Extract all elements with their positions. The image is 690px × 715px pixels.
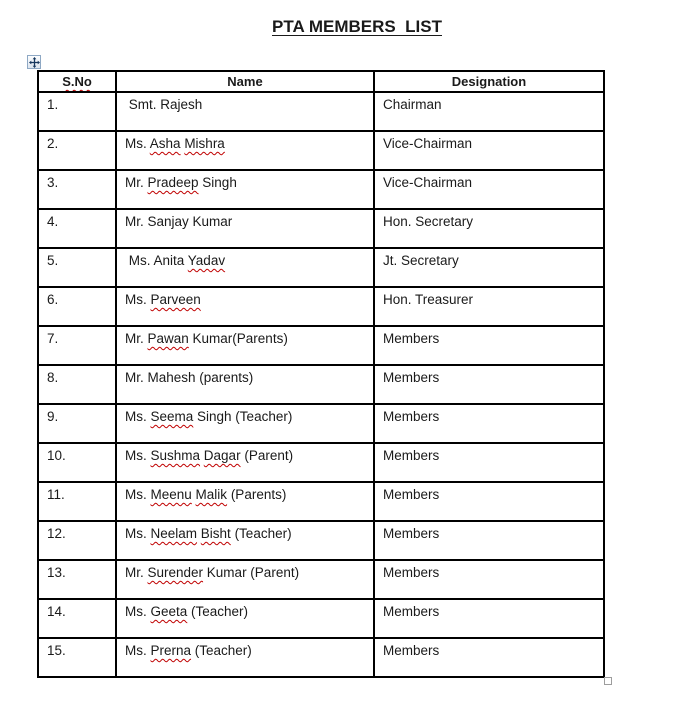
table-row <box>38 287 604 326</box>
text-segment: 13. <box>47 565 66 580</box>
text-segment: Members <box>383 331 440 346</box>
cell-designation[interactable] <box>374 599 604 638</box>
table-move-handle[interactable] <box>27 55 41 69</box>
misspelled-word: Pradeep <box>147 175 199 190</box>
table-row <box>38 482 604 521</box>
text-segment: 5. <box>47 253 59 268</box>
text-segment: (Parent) <box>240 448 294 463</box>
text-segment: 4. <box>47 214 59 229</box>
text-segment: Hon. Treasurer <box>383 292 474 307</box>
text-segment: Hon. Secretary <box>383 214 474 229</box>
text-segment: Members <box>383 448 440 463</box>
cell-sno[interactable] <box>38 404 116 443</box>
cell-name[interactable] <box>116 326 374 365</box>
table-row <box>38 521 604 560</box>
text-segment: 2. <box>47 136 59 151</box>
misspelled-word: Geeta <box>150 604 188 619</box>
cell-sno[interactable] <box>38 209 116 248</box>
text-segment: Kumar (Parent) <box>203 565 300 580</box>
text-segment: Ms. <box>125 409 151 424</box>
cell-sno[interactable] <box>38 92 116 131</box>
text-segment: Ms. <box>125 448 151 463</box>
text-segment: Members <box>383 370 440 385</box>
cell-designation[interactable] <box>374 209 604 248</box>
text-segment: Jt. Secretary <box>383 253 459 268</box>
cell-designation[interactable] <box>374 560 604 599</box>
text-segment: Members <box>383 409 440 424</box>
header-row <box>38 71 604 92</box>
misspelled-word: Dagar <box>203 448 241 463</box>
cell-sno[interactable] <box>38 365 116 404</box>
table-body <box>38 92 604 677</box>
cell-name[interactable] <box>116 209 374 248</box>
text-segment: Ms. Anita <box>125 253 188 268</box>
text-segment: 10. <box>47 448 66 463</box>
table-row <box>38 560 604 599</box>
table-row <box>38 92 604 131</box>
text-segment: Chairman <box>383 97 442 112</box>
cell-name[interactable] <box>116 560 374 599</box>
text-segment: 8. <box>47 370 59 385</box>
move-arrows-icon <box>29 57 40 68</box>
cell-designation[interactable] <box>374 365 604 404</box>
text-segment: Ms. <box>125 292 151 307</box>
misspelled-word: Prerna <box>150 643 192 658</box>
table-row <box>38 326 604 365</box>
text-segment: Vice-Chairman <box>383 175 473 190</box>
cell-name[interactable] <box>116 638 374 677</box>
cell-name[interactable] <box>116 92 374 131</box>
misspelled-word: Malik <box>195 487 228 502</box>
table-row <box>38 404 604 443</box>
text-segment: Members <box>383 526 440 541</box>
text-segment: Ms. <box>125 136 150 151</box>
cell-sno[interactable] <box>38 287 116 326</box>
cell-sno[interactable] <box>38 638 116 677</box>
cell-name[interactable] <box>116 404 374 443</box>
table-row <box>38 443 604 482</box>
table-header <box>38 71 604 92</box>
cell-designation[interactable] <box>374 131 604 170</box>
cell-designation[interactable] <box>374 443 604 482</box>
cell-sno[interactable] <box>38 326 116 365</box>
cell-sno[interactable] <box>38 521 116 560</box>
misspelled-word: Mishra <box>184 136 225 151</box>
text-segment: (Teacher) <box>191 643 252 658</box>
text-segment: 15. <box>47 643 66 658</box>
text-segment: (Teacher) <box>230 526 292 541</box>
text-segment: Name <box>227 74 263 89</box>
misspelled-word: Parveen <box>150 292 201 307</box>
cell-designation[interactable] <box>374 248 604 287</box>
text-segment: 11. <box>47 487 65 502</box>
misspelled-word: Pawan <box>147 331 189 346</box>
misspelled-word: Meenu <box>150 487 192 502</box>
cell-name[interactable] <box>116 170 374 209</box>
cell-designation[interactable] <box>374 638 604 677</box>
cell-name[interactable] <box>116 482 374 521</box>
cell-sno[interactable] <box>38 170 116 209</box>
cell-designation[interactable] <box>374 170 604 209</box>
misspelled-word: Sushma <box>150 448 201 463</box>
cell-sno[interactable] <box>38 599 116 638</box>
text-segment: Ms. <box>125 643 151 658</box>
cell-name[interactable] <box>116 443 374 482</box>
text-segment: 12. <box>47 526 66 541</box>
text-segment: Members <box>383 487 440 502</box>
text-segment: Ms. <box>125 487 151 502</box>
text-segment: (Teacher) <box>187 604 249 619</box>
text-segment: Vice-Chairman <box>383 136 473 151</box>
text-segment: Kumar(Parents) <box>188 331 288 346</box>
cell-name[interactable] <box>116 248 374 287</box>
text-segment: Mr. Mahesh (parents) <box>125 370 254 385</box>
text-segment: 1. <box>47 97 59 112</box>
cell-sno[interactable] <box>38 443 116 482</box>
text-segment: 14. <box>47 604 66 619</box>
text-segment: Singh <box>198 175 237 190</box>
cell-sno[interactable] <box>38 248 116 287</box>
table-row <box>38 131 604 170</box>
cell-designation[interactable] <box>374 482 604 521</box>
cell-name[interactable] <box>116 287 374 326</box>
cell-designation[interactable] <box>374 92 604 131</box>
cell-name[interactable] <box>116 131 374 170</box>
text-segment: Mr. <box>125 565 148 580</box>
misspelled-word: Yadav <box>187 253 226 268</box>
cell-sno[interactable] <box>38 482 116 521</box>
cell-designation[interactable] <box>374 326 604 365</box>
text-segment: Smt. Rajesh <box>125 97 203 112</box>
table-row <box>38 170 604 209</box>
cell-name[interactable] <box>116 521 374 560</box>
misspelled-word: Asha <box>149 136 181 151</box>
misspelled-word: S.No <box>62 74 92 89</box>
column-header-designation[interactable] <box>374 71 604 92</box>
text-segment: 7. <box>47 331 59 346</box>
text-segment: Members <box>383 604 440 619</box>
text-segment: Singh (Teacher) <box>193 409 293 424</box>
column-header-sno[interactable] <box>38 71 116 92</box>
text-segment: Mr. Sanjay Kumar <box>125 214 233 229</box>
misspelled-word: Neelam <box>150 526 198 541</box>
cell-name[interactable] <box>116 365 374 404</box>
column-header-name[interactable] <box>116 71 374 92</box>
text-segment: 9. <box>47 409 59 424</box>
cell-designation[interactable] <box>374 521 604 560</box>
text-segment: Ms. <box>125 526 151 541</box>
table-row <box>38 638 604 677</box>
misspelled-word: Seema <box>150 409 194 424</box>
text-segment: Members <box>383 565 440 580</box>
misspelled-word: Bisht <box>200 526 231 541</box>
text-segment: 3. <box>47 175 59 190</box>
table-row <box>38 599 604 638</box>
table-row <box>38 365 604 404</box>
text-segment: Mr. <box>125 331 148 346</box>
misspelled-word: Surender <box>147 565 204 580</box>
text-segment: Members <box>383 643 440 658</box>
cell-designation[interactable] <box>374 404 604 443</box>
page-title[interactable]: PTA MEMBERS LIST <box>272 17 442 36</box>
text-segment: Ms. <box>125 604 151 619</box>
table-row <box>38 209 604 248</box>
cell-name[interactable] <box>116 599 374 638</box>
text-segment: Designation <box>451 74 527 89</box>
text-segment: (Parents) <box>227 487 287 502</box>
text-segment: Mr. <box>125 175 148 190</box>
cell-designation[interactable] <box>374 287 604 326</box>
text-segment: 6. <box>47 292 59 307</box>
table-resize-handle[interactable] <box>604 677 612 685</box>
table-row <box>38 248 604 287</box>
cell-sno[interactable] <box>38 560 116 599</box>
pta-members-table <box>37 70 605 678</box>
cell-sno[interactable] <box>38 131 116 170</box>
